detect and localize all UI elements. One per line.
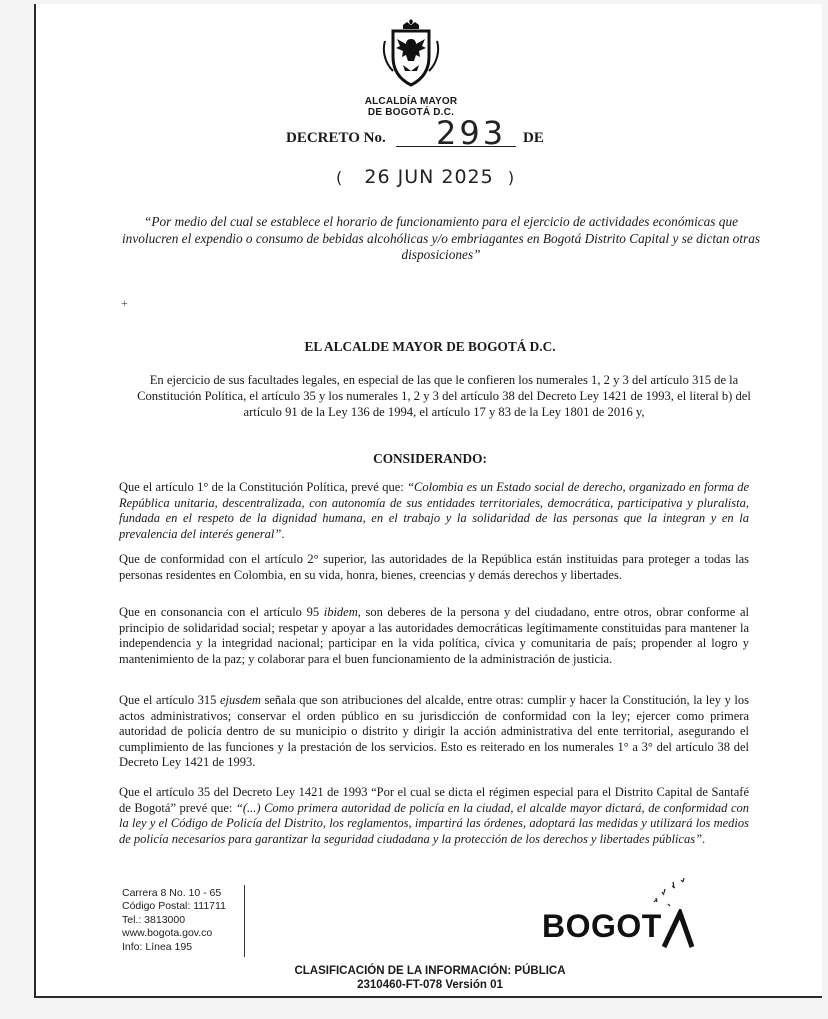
date-open-paren: ( <box>336 168 344 187</box>
p5-text-a: Que el artículo 35 del Decreto Ley 1421 de 1993 “Por el cual se dicta el régimen especial para el Distrito Capital de Santafé de Bogotá” prevé que: <box>119 785 749 815</box>
p4-ejusdem: ejusdem <box>220 693 261 707</box>
classification-label: CLASIFICACIÓN DE LA INFORMACIÓN: PÚBLICA <box>294 965 566 977</box>
p4-text-b: señala que son atribuciones del alcalde, entre otras: cumplir y hacer la Constitución, la ley y los actos administrativos; conservar el orden público en su jurisdicción de conformidad con la ley; ejercer como primera autoridad de policía dentro de su municipio o distrito y dirigir la acción administrativa del ente territorial, asegurando el cumplimiento de las funciones y la prestación de los servicios. Esto es reiterado en los numerales 1° a 3° del artículo 38 del Decreto Ley 1421 de 1993. <box>119 693 750 770</box>
p1-text: Que el artículo 1° de la Constitución Política, prevé que: <box>119 480 408 494</box>
document-page <box>34 4 822 998</box>
footer-address <box>122 887 242 954</box>
decree-number-line <box>286 116 586 152</box>
paragraph-5 <box>119 785 749 847</box>
considerando-heading: CONSIDERANDO: <box>373 451 487 466</box>
decree-date-stamp <box>336 166 536 188</box>
p4-text-a: Que el artículo 315 <box>119 693 220 707</box>
classification-footer <box>36 964 824 992</box>
p5-end: . <box>702 831 706 846</box>
issuer-line-2: DE BOGOTÁ D.C. <box>367 107 455 118</box>
date-close-paren: ) <box>507 168 516 187</box>
decree-number: 293 <box>436 114 507 152</box>
p1-quote: “Colombia es un Estado social de derecho, organizado en forma de República unitaria, descentralizada, con autonomía de sus entidades territoriales, democrática, participativa y pluralista, fundada en el respeto de la dignidad humana, en el trabajo y la solidaridad de las personas que la integran y en la prevalencia del interés general” <box>119 480 749 541</box>
paragraph-4 <box>119 693 749 771</box>
decree-date: 26 JUN 2025 <box>364 166 494 188</box>
p5-quote: “(...) Como primera autoridad de policía en la ciudad, el alcalde mayor dictará, de conformidad con la ley y el Código de Policía del Distrito, los reglamentos, impartirá las órdenes, adoptará las medidas y utilizará los medios de policía necesarios para garantizar la seguridad ciudadana y la protección de los derechos y libertades públicas” <box>119 800 750 846</box>
bogota-coat-of-arms-icon <box>381 19 441 87</box>
bogota-logo-stars-icon <box>648 876 688 910</box>
bogota-logo-a-mark-icon <box>662 909 694 949</box>
address-line: Carrera 8 No. 10 - 65 <box>122 887 222 899</box>
info-line: Info: Línea 195 <box>122 940 193 953</box>
bogota-logo-text: BOGOT <box>542 908 662 944</box>
form-version: 2310460-FT-078 Versión 01 <box>357 979 503 991</box>
decree-title: “Por medio del cual se establece el horario de funcionamiento para el ejercicio de actividades económicas que involucren el expendio o consumo de bebidas alcohólicas y/o embriagantes en Bogotá Distrito Capital y se dictan otras disposiciones” <box>121 214 761 262</box>
p3-text-a: Que en consonancia con el artículo 95 <box>119 605 324 619</box>
stray-mark: + <box>121 296 128 310</box>
decree-label: DECRETO No. <box>286 130 386 146</box>
p3-text-b: , son deberes de la persona y del ciudadano, entre otros, obrar conforme al principio de solidaridad social; respetar y apoyar a las autoridades democráticas legítimamente constituidas para mantener la independencia y la integridad nacional; participar en la vida política, cívica y comunitaria de país; propender al logro y mantenimiento de la paz; y colaborar para el buen funcionamiento de la administración de justicia. <box>119 605 749 666</box>
phone-line: Tel.: 3813000 <box>122 913 186 926</box>
issuer-line-1: ALCALDÍA MAYOR <box>364 96 458 107</box>
paragraph-3 <box>119 605 749 667</box>
website-line: www.bogota.gov.co <box>122 927 213 940</box>
decree-de-label: DE <box>523 130 544 146</box>
alcalde-heading: EL ALCALDE MAYOR DE BOGOTÁ D.C. <box>304 339 556 354</box>
p1-end: . <box>281 526 285 541</box>
footer-divider <box>244 885 245 957</box>
postal-code-line: Código Postal: 111711 <box>122 900 226 913</box>
paragraph-1 <box>119 480 749 542</box>
p3-ibidem: ibidem <box>323 605 358 619</box>
legal-powers-paragraph: En ejercicio de sus facultades legales, en especial de las que le confieren los numerales 1, 2 y 3 del artículo 315 de la Constitución Política, el artículo 35 y los numerales 1, 2 y 3 del artículo 38 del Decreto Ley 1421 de 1993, el literal b) del artículo 91 de la Ley 136 de 1994, el artículo 17 y 83 de la Ley 1801 de 2016 y, <box>137 373 751 419</box>
paragraph-2: Que de conformidad con el artículo 2° superior, las autoridades de la República están instituidas para proteger a todas las personas residentes en Colombia, en su vida, honra, bienes, creencias y demás derechos y libertades. <box>119 552 749 582</box>
